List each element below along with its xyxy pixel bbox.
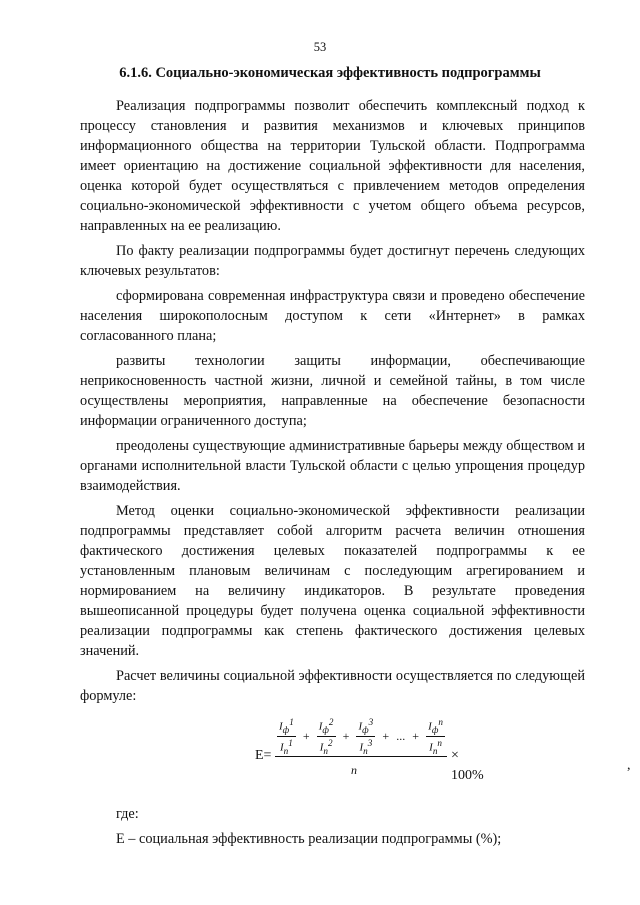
formula-plus: + (382, 729, 390, 744)
formula-term-n: $\frac{I_ф^n}{I_п^n}$ (428, 717, 443, 756)
formula-comma: , (627, 758, 631, 773)
formula-numerator (277, 716, 445, 757)
paragraph-result-infrastructure: сформирована современная инфраструктура связи и проведено обеспечение населения широкополосным доступом к сети «Интернет» в рамках согласованного плана; (80, 288, 585, 344)
paragraph-formula-intro: Расчет величины социальной эффективности осуществляется по следующей формуле: (80, 668, 585, 704)
formula-term-2: $\frac{I_ф^2}{I_п^2}$ (318, 717, 334, 756)
formula-denominator: n (351, 763, 357, 777)
section-heading: 6.1.6. Социально-экономическая эффективность подпрограммы (119, 65, 541, 81)
formula-area (80, 712, 631, 804)
formula-lead: E= (255, 748, 272, 763)
formula-fraction-bar (275, 756, 447, 757)
formula-plus: + (302, 729, 310, 744)
formula-term-1: $\frac{I_ф^1}{I_п^1}$ (279, 717, 294, 756)
paragraph-intro: Реализация подпрограммы позволит обеспечить комплексный подход к процессу становления и развития механизмов и ключевых принципов информационного общества на территории Тульской области. Подпрограмма имеет ориентацию на достижение социальной эффективности для населения, оценка которой будет осуществляться с привлечением методов определения социально-экономической эффективности с учетом общего объема ресурсов, направленных на ее реализацию. (80, 98, 585, 234)
paragraph-where: где: (116, 806, 139, 822)
paragraph-result-security: развиты технологии защиты информации, обеспечивающие неприкосновенность частной жизни, личной и семейной тайны, в том числе осуществлены мероприятия, направленные на обеспечение безопасности информации ограниченного доступа; (80, 353, 585, 429)
formula-plus: + (342, 729, 350, 744)
formula-percent-multiplier: × 100% (451, 748, 484, 783)
formula-term-3: $\frac{I_ф^3}{I_п^3}$ (358, 717, 374, 756)
formula-plus: + (412, 729, 420, 744)
formula-ellipsis: ... (396, 729, 406, 744)
paragraph-method: Метод оценки социально-экономической эффективности реализации подпрограммы представляет собой алгоритм расчета величин отношения фактического достижения целевых показателей подпрограммы к ее установленным плановым величинам с последующим агрегированием и нормированием на величину индикаторов. В результате проведения вышеописанной процедуры будет получена оценка социальной эффективности реализации подпрограммы как степень фактического достижения целевых значений. (80, 503, 585, 659)
page-number: 53 (313, 40, 327, 54)
paragraph-result-barriers: преодолены существующие административные барьеры между обществом и органами исполнительной власти Тульской области с целью упрощения процедур взаимодействия. (80, 438, 585, 494)
body-text (80, 96, 631, 854)
paragraph-e-definition: E – социальная эффективность реализации подпрограммы (%); (116, 831, 502, 847)
paragraph-results-intro: По факту реализации подпрограммы будет достигнут перечень следующих ключевых результатов: (80, 243, 585, 279)
